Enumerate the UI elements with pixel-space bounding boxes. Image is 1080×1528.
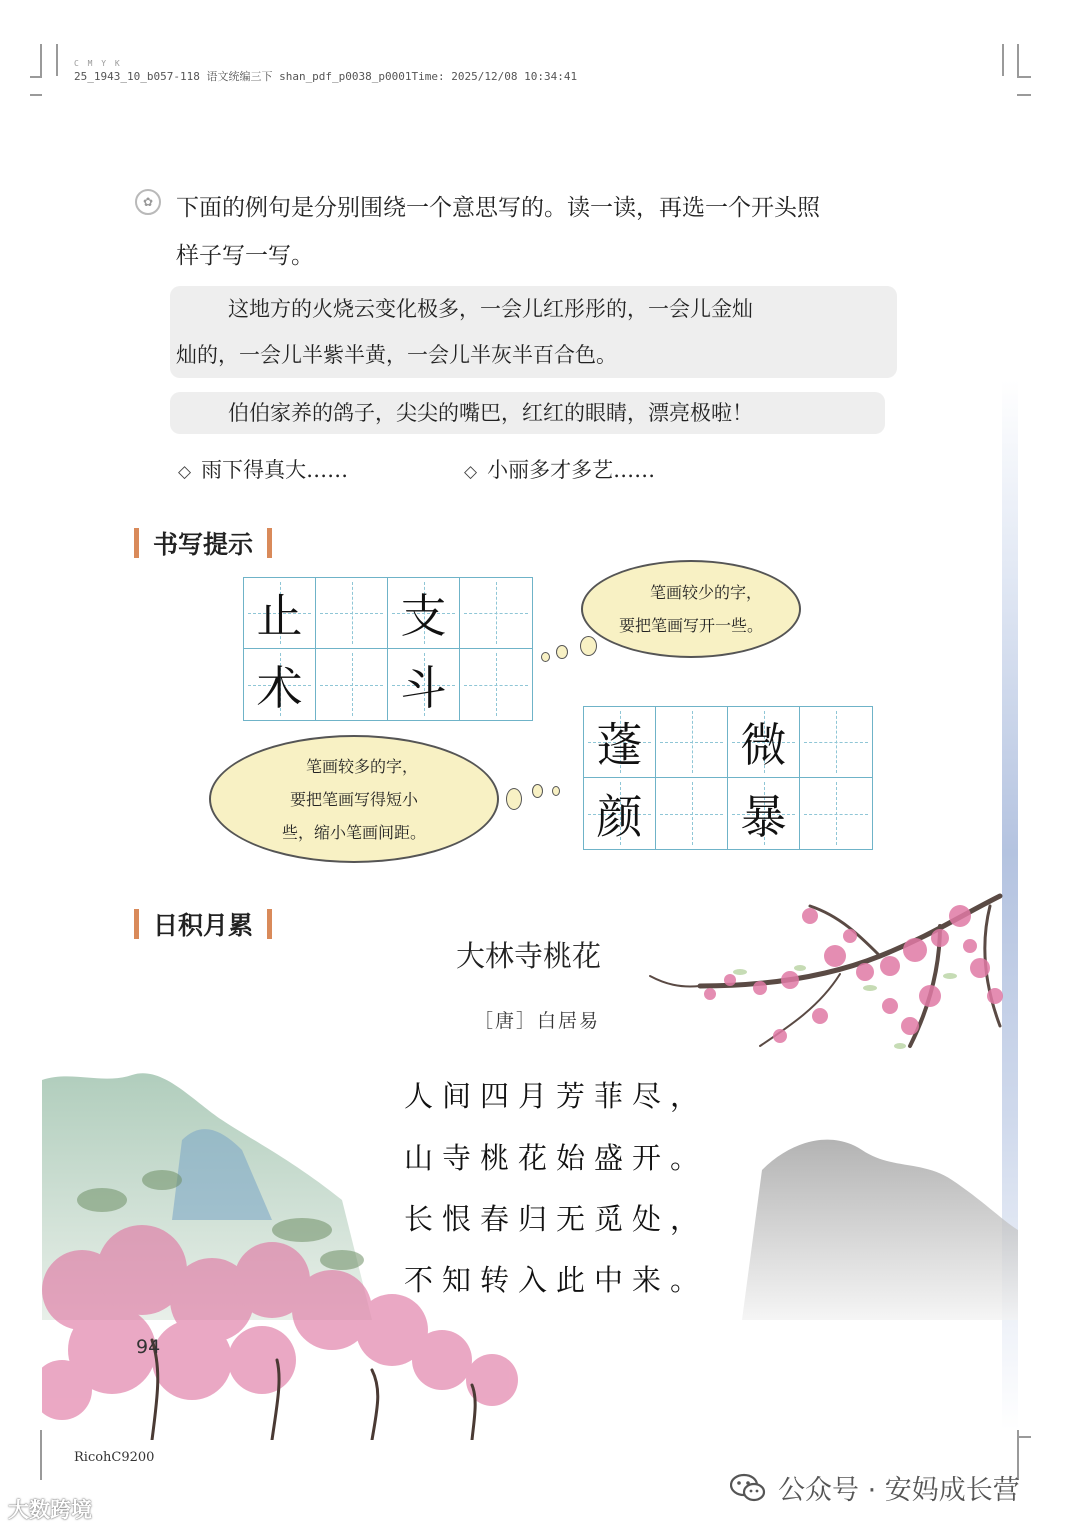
example-line: 这地方的火烧云变化极多，一会儿红彤彤的，一会儿金灿 <box>228 297 753 321</box>
thought-bubble-few-strokes <box>581 560 801 658</box>
grid-char: 暴 <box>740 789 787 844</box>
diamond-icon: ◇ <box>464 462 478 482</box>
crop-mark <box>1002 44 1004 76</box>
crop-mark <box>56 44 58 76</box>
cmyk-label: C M Y K <box>74 59 122 68</box>
grid-cell <box>244 649 316 720</box>
option-item <box>178 454 348 484</box>
crop-mark <box>30 94 42 96</box>
poem-line: 山寺桃花始盛开。 <box>404 1141 709 1175</box>
crop-mark <box>1017 76 1031 78</box>
grid-cell <box>800 707 872 778</box>
exercise-instruction <box>176 184 896 280</box>
poem-line: 长恨春归无觅处， <box>404 1202 709 1236</box>
option-item <box>464 454 655 484</box>
bubble-line: 笔画较多的字， <box>305 756 418 776</box>
poem-line: 人间四月芳菲尽， <box>404 1079 709 1113</box>
grid-cell <box>728 778 800 849</box>
grid-char: 支 <box>400 589 447 643</box>
watermark-right <box>730 1468 1020 1507</box>
example-sentence-box <box>170 392 885 434</box>
option-text: 雨下得真大…… <box>201 458 349 482</box>
poem-author: ［唐］白居易 <box>474 1010 601 1032</box>
grid-cell <box>584 778 656 849</box>
grid-char: 微 <box>740 718 787 772</box>
bubble-dot <box>541 652 550 662</box>
instruction-line: 样子写一写。 <box>176 243 314 269</box>
heading-bar <box>267 909 272 939</box>
crop-mark <box>1017 1436 1031 1438</box>
crop-mark <box>1017 44 1019 76</box>
section-heading-writing-tips <box>134 526 272 560</box>
instruction-line: 下面的例句是分别围绕一个意思写的。读一读，再选一个开头照 <box>176 195 820 221</box>
crop-mark <box>40 44 42 76</box>
grid-cell <box>800 778 872 849</box>
bubble-dot <box>552 786 560 796</box>
grid-cell <box>316 649 388 720</box>
heading-text: 书写提示 <box>153 530 254 559</box>
writing-grid-few-strokes <box>243 577 533 721</box>
crop-mark <box>30 76 42 78</box>
grid-cell <box>460 578 532 649</box>
bubble-dot <box>506 788 522 810</box>
watermark-right-text: 公众号 · 安妈成长营 <box>778 1475 1020 1506</box>
option-text: 小丽多才多艺…… <box>487 458 656 482</box>
grid-cell <box>388 649 460 720</box>
grid-cell <box>388 578 460 649</box>
bubble-line: 些，缩小笔画间距。 <box>281 822 426 842</box>
bubble-line: 笔画较少的字， <box>649 583 762 602</box>
heading-text: 日积月累 <box>153 911 254 940</box>
example-line: 伯伯家养的鸽子，尖尖的嘴巴，红红的眼睛，漂亮极啦！ <box>228 401 753 425</box>
thought-bubble-many-strokes <box>209 735 499 863</box>
poem-line: 不知转入此中来。 <box>404 1263 709 1297</box>
crop-mark <box>1017 94 1031 96</box>
example-sentence-box <box>170 286 897 378</box>
wechat-icon <box>730 1473 766 1503</box>
grid-cell <box>460 649 532 720</box>
heading-bar <box>267 528 272 558</box>
section-heading-accumulation <box>134 907 272 941</box>
landscape-painting-illustration <box>42 1060 1018 1440</box>
grid-char: 斗 <box>400 660 447 715</box>
grid-char: 颜 <box>596 789 643 844</box>
grid-cell <box>728 707 800 778</box>
print-header-text: 25_1943_10_b057-118 语文统编三下 shan_pdf_p0038_p0001Time: 2025/12/08 10:34:41 <box>74 70 578 83</box>
poem-title: 大林寺桃花 <box>456 939 602 973</box>
watermark-left: 大数跨境 <box>8 1498 92 1522</box>
printer-mark: RicohC9200 <box>74 1450 155 1465</box>
page-number: 94 <box>136 1336 161 1358</box>
peach-blossom-branch-illustration <box>640 876 1010 1076</box>
bubble-dot <box>556 645 568 659</box>
exercise-icon: ✿ <box>135 189 161 215</box>
bubble-line: 要把笔画写得短小 <box>289 789 418 809</box>
diamond-icon: ◇ <box>178 462 192 482</box>
grid-cell <box>656 707 728 778</box>
grid-cell <box>316 578 388 649</box>
bubble-line: 要把笔画写开一些。 <box>618 616 763 635</box>
grid-char: 止 <box>256 589 303 643</box>
print-header <box>74 57 577 83</box>
example-line: 灿的，一会儿半紫半黄，一会儿半灰半百合色。 <box>176 343 617 367</box>
grid-char: 术 <box>256 660 303 715</box>
grid-char: 蓬 <box>596 718 643 772</box>
grid-cell <box>584 707 656 778</box>
bubble-dot <box>532 784 543 798</box>
grid-cell <box>244 578 316 649</box>
grid-cell <box>656 778 728 849</box>
bubble-dot <box>580 636 597 656</box>
writing-grid-many-strokes <box>583 706 873 850</box>
